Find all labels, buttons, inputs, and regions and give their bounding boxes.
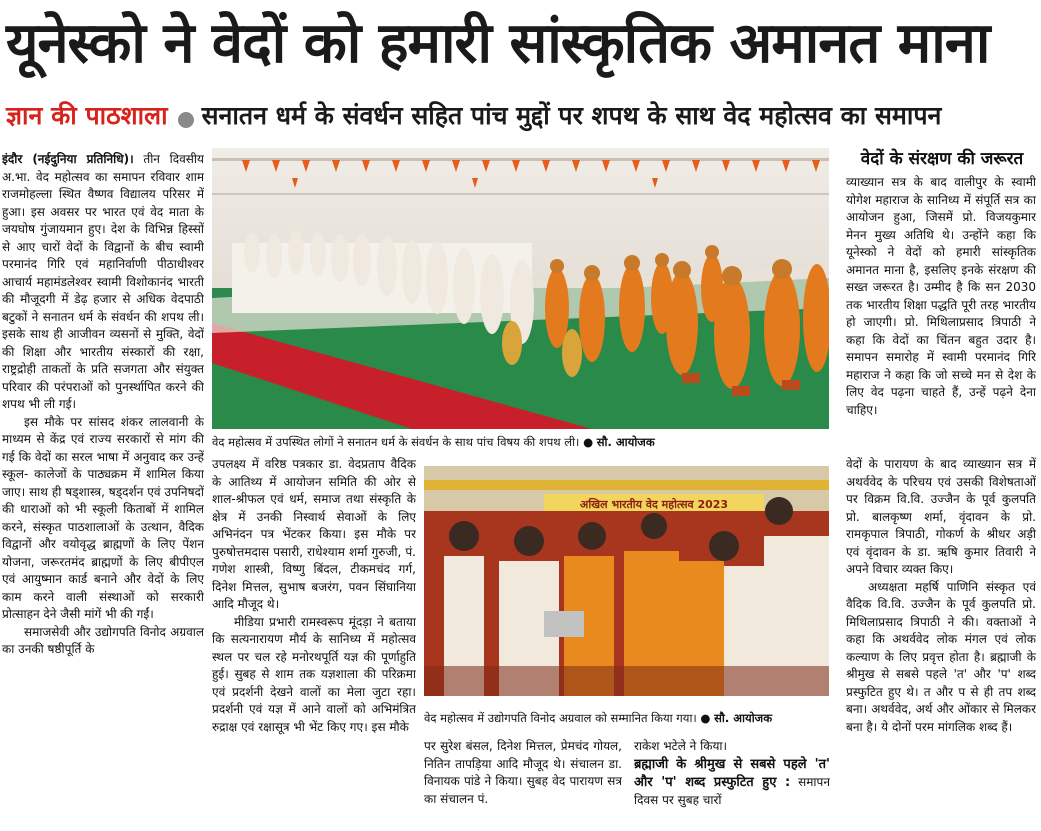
photo-oath-ceremony bbox=[212, 148, 829, 429]
dateline: इंदौर (नईदुनिया प्रतिनिधि)। bbox=[2, 152, 134, 166]
column-1 bbox=[2, 151, 204, 826]
col4-para-1: राकेश भटेले ने किया। bbox=[634, 739, 728, 753]
col4-para-2 bbox=[634, 756, 830, 810]
bullet-icon bbox=[178, 112, 194, 128]
col2-para-1: उपलक्ष्य में वरिष्ठ पत्रकार डा. वेदप्रताप वैदिक के आतिथ्य में आयोजन समिति की ओर से शाल-श्रीफल एवं धर्म, समाज तथा संस्कृति के क्षेत्र में उनकी निस्वार्थ सेवाओं के लिए अभिनंदन पत्र भेंटकर किया। इस मौके पर पुरुषोत्तमदास पसारी, राधेश्याम शर्मा गुरुजी, पं. गणेश शास्त्री, विष्णु बिंदल, टीकमचंद गर्ग, दिनेश मित्तल, सुभाष बजरंग, पवन सिंघानिया आदि मौजूद थे। bbox=[212, 457, 416, 611]
subheadline: सनातन धर्म के संवर्धन सहित पांच मुद्दों पर शपथ के साथ वेद महोत्सव का समापन bbox=[201, 101, 942, 130]
col4-subhead: ब्रह्माजी के श्रीमुख से सबसे पहले 'त' और 'प' शब्द प्रस्फुटित हुए : bbox=[634, 756, 830, 790]
col2-para-2: मीडिया प्रभारी रामस्वरूप मूंदड़ा ने बताया कि सत्यनारायण मौर्य के सानिध्य में महोत्सव स्थल पर चल रहे मनोरथपूर्ति यज्ञ की पूर्णाहुति हुई। सुबह से शाम तक यज्ञशाला की परिक्रमा एवं प्रदर्शनी देखने वालों का मेला जुटा रहा। प्रदर्शनी एवं यज्ञ में आने वालों को अभिमंत्रित रुद्राक्ष एवं रक्षासूत्र भी भेंट किए गए। इस मौके bbox=[212, 614, 416, 734]
col1-para-1 bbox=[2, 151, 204, 414]
column-4 bbox=[634, 738, 830, 826]
side-heading: वेदों के संरक्षण की जरूरत bbox=[860, 149, 1024, 169]
headline: यूनेस्को ने वेदों को हमारी सांस्कृतिक अमानत माना bbox=[6, 11, 990, 76]
column-3 bbox=[424, 738, 622, 826]
col3-para-1: पर सुरेश बंसल, दिनेश मित्तल, प्रेमचंद गोयल, नितिन तापड़िया आदि मौजूद थे। संचालन डा. विनायक पांडे ने किया। सुबह वेद पारायण सत्र का संचालन पं. bbox=[424, 739, 622, 806]
subheadline-row bbox=[6, 98, 941, 134]
col4-text-2: समापन दिवस पर सुबह चारों bbox=[634, 774, 830, 807]
col1-text-1: तीन दिवसीय अ.भा. वेद महोत्सव का समापन रविवार शाम राजमोहल्ला स्थित वैष्णव विद्यालय परिसर में हुआ। इस अवसर पर भारत एवं वेद माता के जयघोष गुंजायमान हुए। देश के विभिन्न हिस्सों से आए चारों वेदों के विद्वानों के बीच स्वामी परमानंद गिरि एवं महानिर्वाणी पीठाधीश्वर आचार्य महामंडलेश्वर स्वामी विशोकानंद भारती की मौजूदगी में डेढ़ हजार से अधिक वेदपाठी बटुकों ने सनातन धर्म के संवर्धन की शपथ ली। इसके साथ ही आजीवन व्यसनों से मुक्ति, वेदों की शिक्षा और भारतीय संस्कारों की रक्षा, राष्ट्रद्रोही ताकतों के प्रति सजगता और संयुक्त परिवार की परंपराओं को पुनर्स्थापित करने की शपथ भी ली गई। bbox=[2, 152, 204, 411]
photo-oath-ceremony-image bbox=[212, 148, 829, 429]
col1-para-3: समाजसेवी और उद्योगपति विनोद अग्रवाल का उनकी षष्ठीपूर्ति के bbox=[2, 624, 204, 656]
side-para-2: वेदों के पारायण के बाद व्याख्यान सत्र में अथर्ववेद के परिचय एवं उसकी विशेषताओं पर विक्रम वि.वि. उज्जैन के पूर्व कुलपति प्रो. बालकृष्ण शर्मा, वृंदावन के प्रो. रामकृपाल त्रिपाठी, गोकर्ण के श्रीधर अड़ी एवं वृंदावन के डा. ऋषि कुमार तिवारी ने अपने विचार व्यक्त किए। bbox=[846, 457, 1036, 576]
photo2-caption-text: वेद महोत्सव में उद्योगपति विनोद अग्रवाल को सम्मानित किया गया। bbox=[424, 711, 697, 725]
photo1-caption: वेद महोत्सव में उपस्थित लोगों ने सनातन धर्म के संवर्धन के साथ पांच विषय की शपथ ली। ● सौ. आयोजक bbox=[212, 435, 655, 449]
photo1-caption-text: वेद महोत्सव में उपस्थित लोगों ने सनातन धर्म के संवर्धन के साथ पांच विषय की शपथ ली। bbox=[212, 435, 580, 449]
photo-felicitation bbox=[424, 466, 829, 696]
photo1-credit: सौ. आयोजक bbox=[596, 435, 655, 449]
side-column-bottom bbox=[846, 456, 1036, 826]
photo2-credit: सौ. आयोजक bbox=[714, 711, 773, 725]
kicker: ज्ञान की पाठशाला bbox=[6, 101, 168, 130]
side-para-3: अध्यक्षता महर्षि पाणिनि संस्कृत एवं वैदिक वि.वि. उज्जैन के पूर्व कुलपति प्रो. मिथिलाप्रसाद त्रिपाठी ने की। वक्ताओं ने कहा कि अथर्ववेद लोक मंगल एवं लोक कल्याण के लिए प्रवृत्त होता है। ब्रह्माजी के श्रीमुख से सबसे पहले 'त' और 'प' शब्द प्रस्फुटित हुए थे। त और प से ही तप शब्द बना। अथर्ववेद, अर्थ और ओंकार से मिलकर बना है। ये दोनों परम मांगलिक शब्द हैं। bbox=[846, 579, 1036, 734]
photo2-banner: अखिल भारतीय वेद महोत्सव 2023 bbox=[579, 498, 729, 511]
photo2-caption: वेद महोत्सव में उद्योगपति विनोद अग्रवाल को सम्मानित किया गया। ● सौ. आयोजक bbox=[424, 711, 773, 725]
column-2 bbox=[212, 456, 416, 826]
side-para-1: व्याख्यान सत्र के बाद वालीपुर के स्वामी योगेश महाराज के सानिध्य में संपूर्ति सत्र का आयोजन हुआ, जिसमें प्रो. विजयकुमार मेनन मुख्य अतिथि थे। उन्होंने कहा कि यूनेस्को ने वेदों को हमारी सांस्कृतिक अमानत माना है, इसलिए इनके संरक्षण की सख्त जरूरत है। उम्मीद है कि सन 2030 तक भारतीय शिक्षा पद्धति पूरी तरह भारतीय हो जाएगी। प्रो. मिथिलाप्रसाद त्रिपाठी ने कहा कि वेदों का चिंतन बहुत उदार है। समापन समारोह में स्वामी परमानंद गिरि महाराज ने कहा कि जो सच्चे मन से देश के लिए वेद पढ़ना चाहते हैं, उन्हें पढ़ने देना चाहिए। bbox=[846, 175, 1036, 417]
side-column-top bbox=[846, 174, 1036, 450]
col1-para-2: इस मौके पर सांसद शंकर लालवानी के माध्यम से केंद्र एवं राज्य सरकारों से मांग की गई कि वेदों का सरल भाषा में अनुवाद कर उन्हें स्कूल- कालेजों के पाठ्यक्रम में शामिल किया जाए। साथ ही षड्शास्त्र, षड्दर्शन एवं उपनिषदों की धाराओं को भी स्कूली किताबों में शामिल करने, संस्कृत पाठशालाओं के उत्थान, वैदिक विद्वानों और वयोवृद्ध ब्राह्मणों के लिए पेंशन योजना, जरूरतमंद ब्राह्मणों के लिए बीपीएल एवं आयुष्मान कार्ड बनाने और वेदों के लिए काम करने वाली संस्थाओं को सरकारी प्रोत्साहन देने जैसी मांगें भी की गईं। bbox=[2, 414, 204, 621]
